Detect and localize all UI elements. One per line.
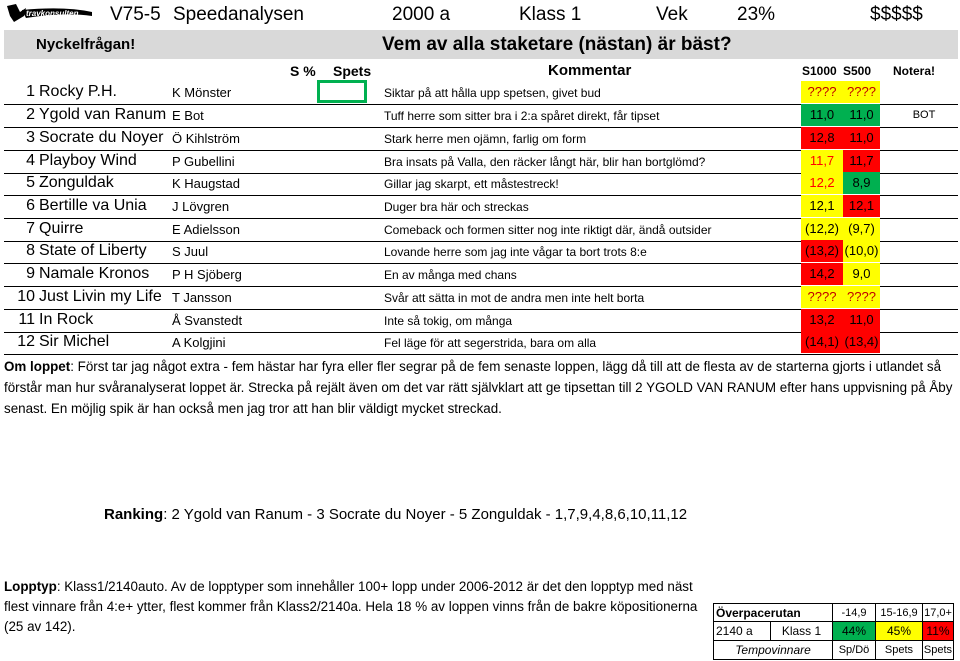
overpace-footer-1: Sp/Dö <box>833 641 876 660</box>
s500-value: ???? <box>843 81 880 103</box>
overpace-table <box>713 603 954 660</box>
s1000-value: (12,2) <box>801 218 843 240</box>
table-row <box>4 218 958 242</box>
overpace-title: Överpacerutan <box>713 603 833 622</box>
comment: Bra insats på Valla, den räcker långt här, blir han bortglömd? <box>384 155 706 169</box>
start-number: 4 <box>26 152 35 169</box>
table-row <box>4 286 958 310</box>
table-row <box>4 309 958 333</box>
horse-name: Sir Michel <box>39 333 110 350</box>
horse-name: Rocky P.H. <box>39 83 117 100</box>
col-kommentar: Kommentar <box>548 62 632 79</box>
driver-name: Å Svanstedt <box>172 313 243 328</box>
s500-value: 11,0 <box>843 104 880 126</box>
col-s-pct: S % <box>290 63 316 79</box>
s500-value: 11,0 <box>843 309 880 331</box>
comment: Gillar jag skarpt, ett måstestreck! <box>384 177 559 191</box>
horse-name: Bertille va Unia <box>39 197 147 214</box>
overpace-footer-2: Spets <box>876 641 923 660</box>
comment: Fel läge för att segerstrida, bara om alla <box>384 336 597 350</box>
om-loppet-paragraph <box>4 356 958 419</box>
driver-name: K Mönster <box>172 85 232 100</box>
horse-name: In Rock <box>39 311 94 328</box>
week-percent: 23% <box>737 4 776 25</box>
overpace-footer-3: Spets <box>923 641 954 660</box>
start-number: 10 <box>17 288 35 305</box>
race-number: V75-5 <box>110 4 161 25</box>
horse-name: State of Liberty <box>39 242 147 259</box>
s1000-value: (13,2) <box>801 240 843 262</box>
table-row <box>4 172 958 196</box>
table-row <box>4 331 958 355</box>
driver-name: E Adielsson <box>172 222 240 237</box>
om-loppet-label: Om loppet <box>4 359 71 374</box>
s1000-value: 14,2 <box>801 263 843 285</box>
ranking-label: Ranking <box>104 506 164 523</box>
s500-value: 11,7 <box>843 150 880 172</box>
s500-value: 11,0 <box>843 127 880 149</box>
horse-name: Namale Kronos <box>39 265 150 282</box>
driver-name: P H Sjöberg <box>172 267 242 282</box>
horse-name: Playboy Wind <box>39 152 137 169</box>
start-number: 11 <box>18 311 35 328</box>
overpace-class: Klass 1 <box>771 622 833 641</box>
table-row <box>4 195 958 219</box>
comment: Lovande herre som jag inte vågar ta bort trots 8:e <box>384 245 647 259</box>
start-number: 6 <box>26 197 35 214</box>
s500-value: 8,9 <box>843 172 880 194</box>
start-number: 9 <box>26 265 35 282</box>
horse-name: Zonguldak <box>39 174 114 191</box>
s1000-value: 12,2 <box>801 172 843 194</box>
horse-name: Just Livin my Life <box>39 288 162 305</box>
spets-marker-box <box>317 80 367 103</box>
lopptyp-text: : Klass1/2140auto. Av de lopptyper som innehåller 100+ lopp under 2006-2012 är det den lopptyp med näst flest vinnare från 4:e+ ytter, flest kommer från Klass2/2140a. Hela 18 % av loppen vinns från de bakre köpositionerna (25 av 142). <box>4 579 698 634</box>
lopptyp-paragraph <box>4 577 704 637</box>
s1000-value: 12,8 <box>801 127 843 149</box>
comment: Stark herre men ojämn, farlig om form <box>384 132 587 146</box>
comment: Comeback och formen sitter nog inte riktigt där, ändå outsider <box>384 223 712 237</box>
s1000-value: 11,7 <box>801 150 843 172</box>
start-number: 3 <box>26 129 35 146</box>
s500-value: 12,1 <box>843 195 880 217</box>
comment: Tuff herre som sitter bra i 2:a spåret direkt, får tipset <box>384 109 660 123</box>
s500-value: 9,0 <box>843 263 880 285</box>
col-s1000: S1000 <box>802 64 837 78</box>
driver-name: S Juul <box>172 244 209 259</box>
driver-name: K Haugstad <box>172 176 240 191</box>
om-loppet-text: : Först tar jag något extra - fem hästar har fyra eller fler segrar på de fem senaste loppen, lägg då till att de flesta av de starterna gjorts i utlandet så förstår man hur svåranalyserat loppet är. Strecka på rejält även om det var rätt självklart att ge tipsettan till 2 YGOLD VAN RANUM efter hans uppvisning på Åby senast. En möjlig spik är han också men jag tror att han blir väldigt mycket streckad. <box>4 359 953 416</box>
comment: Duger bra här och streckas <box>384 200 529 214</box>
driver-name: T Jansson <box>172 290 232 305</box>
s1000-value: ???? <box>801 286 843 308</box>
overpace-header-1: -14,9 <box>833 603 876 622</box>
overpace-value-3: 11% <box>923 622 954 641</box>
s500-value: (9,7) <box>843 218 880 240</box>
overpace-header-2: 15-16,9 <box>876 603 923 622</box>
key-question-label: Nyckelfrågan! <box>36 36 136 53</box>
s500-value: (10,0) <box>843 240 880 262</box>
start-number: 2 <box>26 106 35 123</box>
overpace-footer: Tempovinnare <box>713 641 833 660</box>
col-s500: S500 <box>843 64 872 78</box>
week-label: Vek <box>656 4 688 25</box>
s1000-value: ???? <box>801 81 843 103</box>
key-question-text: Vem av alla staketare (nästan) är bäst? <box>382 34 732 55</box>
page-title: Speedanalysen <box>173 4 304 25</box>
distance: 2000 a <box>392 4 451 25</box>
table-row <box>4 240 958 264</box>
start-number: 8 <box>26 242 35 259</box>
overpace-value-1: 44% <box>833 622 876 641</box>
start-number: 5 <box>26 174 35 191</box>
s1000-value: 13,2 <box>801 309 843 331</box>
table-row <box>4 81 958 105</box>
driver-name: P Gubellini <box>172 154 235 169</box>
s500-value: (13,4) <box>843 331 880 353</box>
driver-name: A Kolgjini <box>172 335 226 350</box>
driver-name: Ö Kihlström <box>172 131 240 146</box>
start-number: 12 <box>17 333 35 350</box>
comment: Svår att sätta in mot de andra men inte helt borta <box>384 291 645 305</box>
overpace-value-2: 45% <box>876 622 923 641</box>
table-row <box>4 263 958 287</box>
horse-name: Ygold van Ranum <box>39 106 167 123</box>
comment: En av många med chans <box>384 268 517 282</box>
table-row <box>4 150 958 174</box>
overpace-header-3: 17,0+ <box>923 603 954 622</box>
table-row <box>4 104 958 128</box>
comment: Inte så tokig, om många <box>384 314 513 328</box>
ranking-line <box>104 506 687 523</box>
col-notera: Notera! <box>893 64 936 78</box>
overpace-distance: 2140 a <box>713 622 771 641</box>
horse-name: Socrate du Noyer <box>39 129 164 146</box>
race-class: Klass 1 <box>519 4 582 25</box>
money-rating: $$$$$ <box>870 4 923 25</box>
ranking-text: : 2 Ygold van Ranum - 3 Socrate du Noyer - 5 Zonguldak - 1,7,9,4,8,6,10,11,12 <box>163 506 688 523</box>
s500-value: ???? <box>843 286 880 308</box>
col-spets: Spets <box>333 63 372 79</box>
logo-text: travkonsulten <box>26 9 79 18</box>
driver-name: E Bot <box>172 108 204 123</box>
horse-name: Quirre <box>39 220 84 237</box>
note: BOT <box>912 109 936 121</box>
start-number: 7 <box>26 220 35 237</box>
s1000-value: (14,1) <box>801 331 843 353</box>
table-row <box>4 127 958 151</box>
driver-name: J Lövgren <box>172 199 230 214</box>
start-number: 1 <box>26 83 35 100</box>
comment: Siktar på att hålla upp spetsen, givet bud <box>384 86 601 100</box>
lopptyp-label: Lopptyp <box>4 579 57 594</box>
s1000-value: 11,0 <box>801 104 843 126</box>
travkonsulten-logo <box>4 2 94 26</box>
s1000-value: 12,1 <box>801 195 843 217</box>
